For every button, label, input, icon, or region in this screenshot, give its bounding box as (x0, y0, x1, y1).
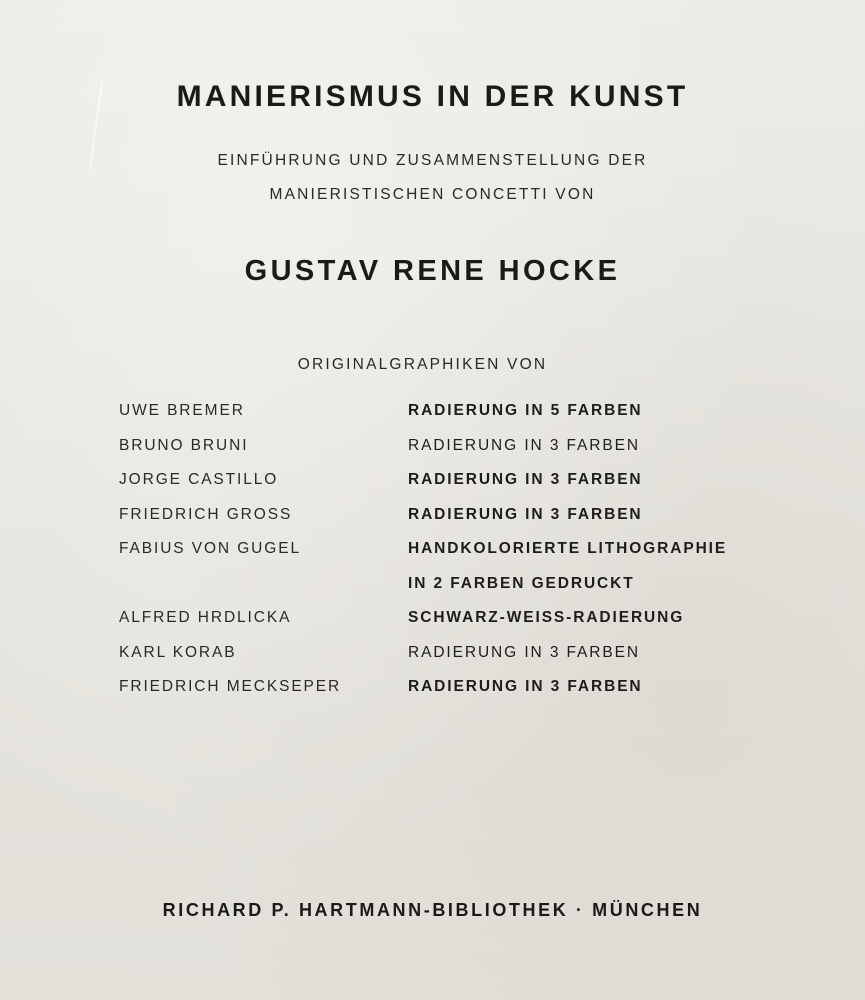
list-item-continuation (119, 571, 769, 606)
list-item (119, 433, 769, 468)
list-item (119, 674, 769, 709)
artist-name: KARL KORAB (119, 643, 237, 661)
technique: RADIERUNG IN 3 FARBEN (408, 505, 643, 523)
technique: RADIERUNG IN 3 FARBEN (408, 471, 643, 488)
technique: RADIERUNG IN 3 FARBEN (408, 643, 640, 661)
technique: IN 2 FARBEN GEDRUCKT (408, 574, 635, 592)
subtitle-line-1: EINFÜHRUNG UND ZUSAMMENSTELLUNG DER (217, 152, 648, 169)
author-name: GUSTAV RENE HOCKE (244, 255, 621, 287)
artist-list (119, 398, 769, 709)
book-title: MANIERISMUS IN DER KUNST (176, 80, 689, 113)
list-item (119, 536, 769, 571)
artist-name: FABIUS VON GUGEL (119, 540, 301, 557)
technique: SCHWARZ-WEISS-RADIERUNG (408, 609, 685, 626)
artist-name: BRUNO BRUNI (119, 436, 249, 454)
graphics-heading: ORIGINALGRAPHIKEN VON (297, 356, 548, 373)
artist-name: JORGE CASTILLO (119, 471, 279, 488)
technique: RADIERUNG IN 3 FARBEN (408, 436, 640, 454)
artist-name: ALFRED HRDLICKA (119, 609, 292, 626)
list-item (119, 640, 769, 675)
technique: RADIERUNG IN 5 FARBEN (408, 402, 643, 419)
list-item (119, 398, 769, 433)
artist-name: FRIEDRICH GROSS (119, 505, 293, 523)
list-item (119, 467, 769, 502)
artist-name: UWE BREMER (119, 402, 245, 419)
technique: HANDKOLORIERTE LITHOGRAPHIE (408, 540, 728, 557)
subtitle-line-2: MANIERISTISCHEN CONCETTI VON (269, 186, 596, 203)
publisher-line: RICHARD P. HARTMANN-BIBLIOTHEK · MÜNCHEN (162, 900, 703, 920)
list-item (119, 502, 769, 537)
list-item (119, 605, 769, 640)
artist-name: FRIEDRICH MECKSEPER (119, 678, 342, 695)
technique: RADIERUNG IN 3 FARBEN (408, 678, 643, 695)
